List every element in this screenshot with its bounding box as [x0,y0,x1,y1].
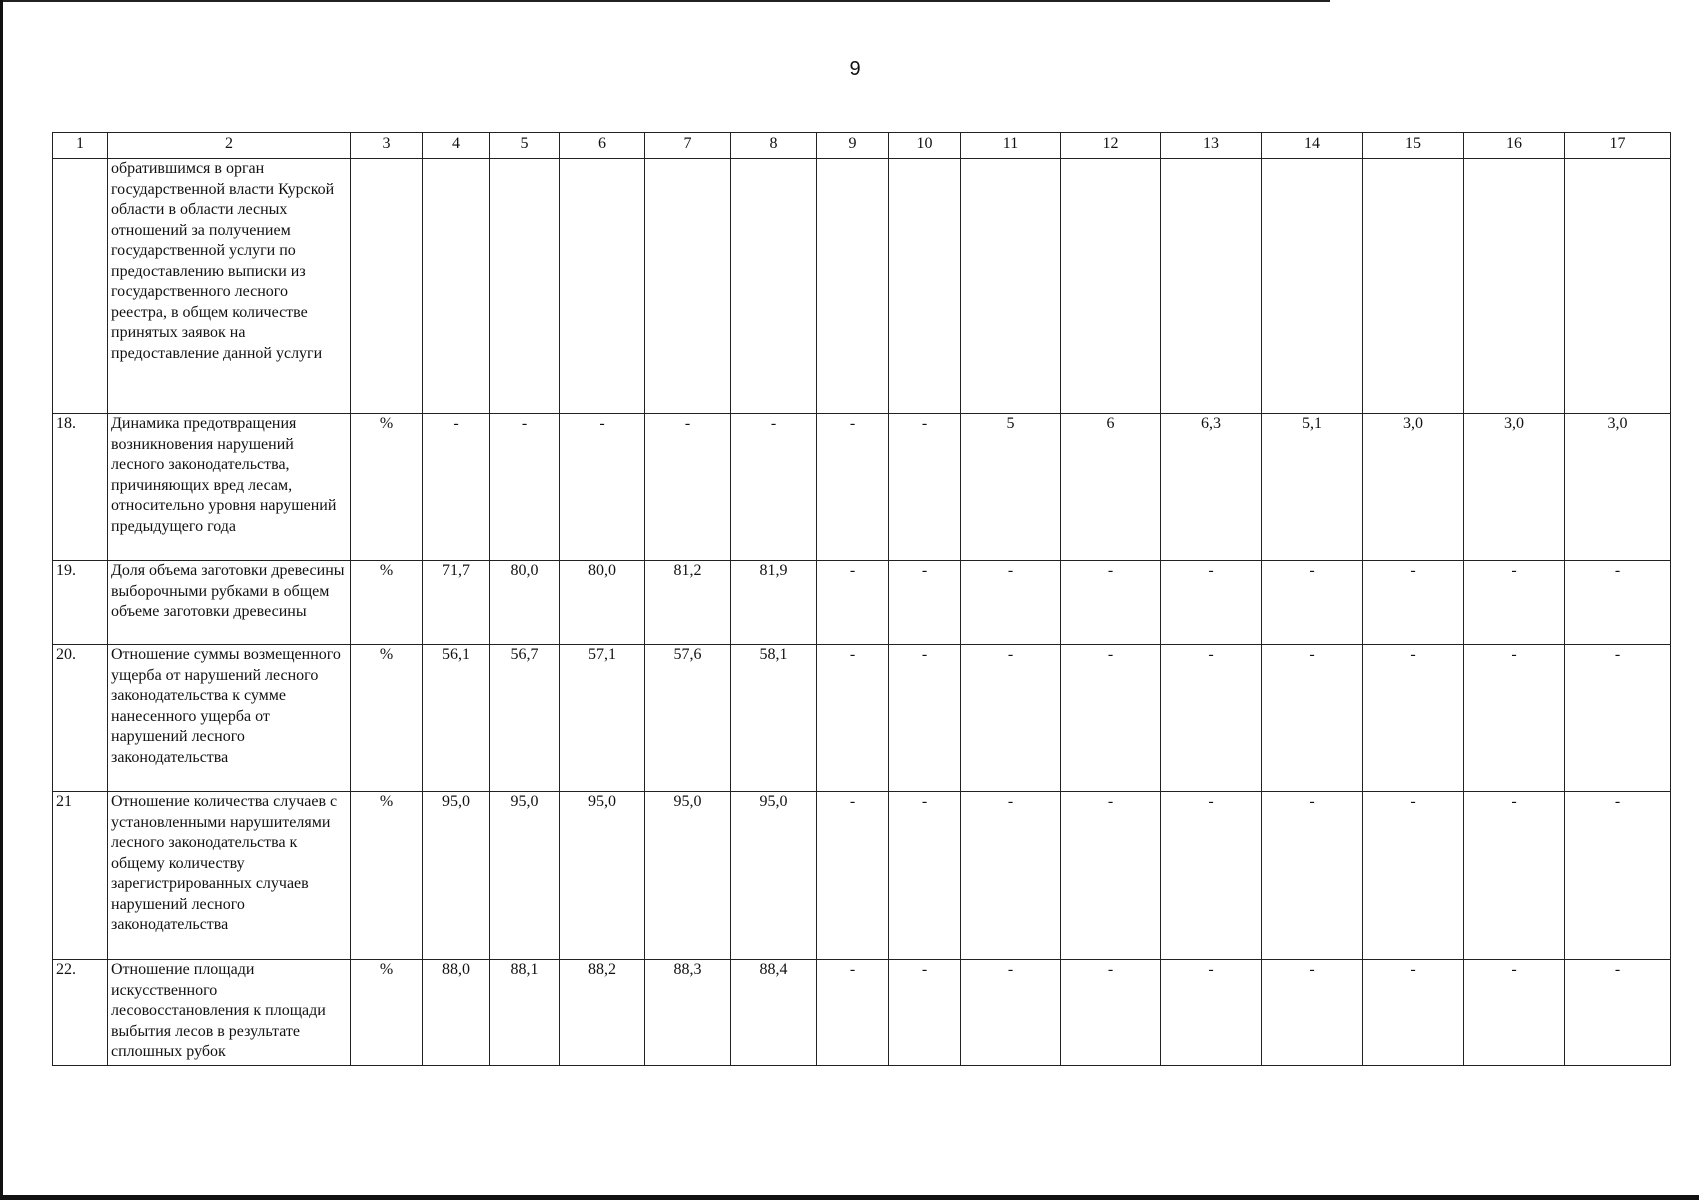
value-cell: - [889,414,961,561]
table-row [53,792,1671,960]
value-cell [560,159,645,414]
value-cell: 6 [1061,414,1161,561]
header-cell: 13 [1161,133,1262,159]
value-cell: 81,9 [731,561,817,645]
value-cell [889,159,961,414]
unit-cell: % [351,960,423,1066]
value-cell: - [1262,645,1363,792]
value-cell: - [817,645,889,792]
value-cell: - [889,792,961,960]
value-cell [1464,159,1565,414]
table-row [53,561,1671,645]
value-cell: - [889,561,961,645]
indicator-description: Отношение суммы возмещенного ущерба от нарушений лесного законодательства к сумме нанесенного ущерба от нарушений лесного законодательства [108,645,351,792]
value-cell: 80,0 [490,561,560,645]
value-cell: 57,1 [560,645,645,792]
value-cell [490,159,560,414]
value-cell: - [1565,792,1671,960]
value-cell: - [1061,792,1161,960]
unit-cell: % [351,792,423,960]
value-cell: - [961,561,1061,645]
value-cell: - [1161,645,1262,792]
value-cell: 56,1 [423,645,490,792]
value-cell: - [1565,561,1671,645]
unit-cell: % [351,414,423,561]
row-number: 19. [53,561,108,645]
value-cell: 5 [961,414,1061,561]
header-cell: 15 [1363,133,1464,159]
value-cell: 95,0 [560,792,645,960]
value-cell: - [1464,960,1565,1066]
header-cell: 1 [53,133,108,159]
indicator-description: Динамика предотвращения возникновения нарушений лесного законодательства, причиняющих вред лесам, относительно уровня нарушений предыдущего года [108,414,351,561]
unit-cell [351,159,423,414]
value-cell: 3,0 [1464,414,1565,561]
value-cell: - [1262,561,1363,645]
value-cell: - [1363,792,1464,960]
header-cell: 14 [1262,133,1363,159]
header-cell: 7 [645,133,731,159]
value-cell: - [423,414,490,561]
table-row [53,645,1671,792]
value-cell [1262,159,1363,414]
value-cell: 80,0 [560,561,645,645]
page-number: 9 [849,58,861,80]
value-cell: 5,1 [1262,414,1363,561]
indicator-description: Доля объема заготовки древесины выборочными рубками в общем объеме заготовки древесины [108,561,351,645]
header-cell: 16 [1464,133,1565,159]
value-cell: - [1262,960,1363,1066]
value-cell: - [560,414,645,561]
value-cell: - [1565,645,1671,792]
value-cell: - [1262,792,1363,960]
value-cell: 88,0 [423,960,490,1066]
header-cell: 12 [1061,133,1161,159]
value-cell: - [961,792,1061,960]
value-cell: 88,2 [560,960,645,1066]
value-cell: - [1464,561,1565,645]
indicator-description: Отношение площади искусственного лесовосстановления к площади выбытия лесов в результате сплошных рубок [108,960,351,1066]
header-cell: 10 [889,133,961,159]
table-row [53,414,1671,561]
row-number: 20. [53,645,108,792]
value-cell: 95,0 [490,792,560,960]
value-cell: 88,4 [731,960,817,1066]
value-cell: 88,3 [645,960,731,1066]
header-cell: 4 [423,133,490,159]
row-number: 22. [53,960,108,1066]
value-cell: - [1061,645,1161,792]
header-cell: 8 [731,133,817,159]
value-cell [1161,159,1262,414]
value-cell: 56,7 [490,645,560,792]
value-cell: - [1161,960,1262,1066]
value-cell: 88,1 [490,960,560,1066]
value-cell: - [961,960,1061,1066]
value-cell: 95,0 [731,792,817,960]
unit-cell: % [351,645,423,792]
value-cell: - [817,792,889,960]
value-cell: - [1061,960,1161,1066]
header-cell: 6 [560,133,645,159]
value-cell [1363,159,1464,414]
indicator-description: обратившимся в орган государственной власти Курской области в области лесных отношений за получением государственной услуги по предоставлению выписки из государственного лесного реестра, в общем количестве принятых заявок на предоставление данной услуги [108,159,351,414]
value-cell [731,159,817,414]
value-cell: 6,3 [1161,414,1262,561]
value-cell: 3,0 [1565,414,1671,561]
value-cell: - [1363,960,1464,1066]
value-cell [817,159,889,414]
value-cell: 95,0 [645,792,731,960]
table-row [53,159,1671,414]
value-cell: - [817,414,889,561]
value-cell: - [817,960,889,1066]
unit-cell: % [351,561,423,645]
value-cell: - [817,561,889,645]
value-cell: 3,0 [1363,414,1464,561]
header-cell: 17 [1565,133,1671,159]
value-cell: 57,6 [645,645,731,792]
table-header-row [53,133,1671,159]
value-cell: - [1363,561,1464,645]
value-cell: - [1161,792,1262,960]
value-cell: - [731,414,817,561]
value-cell [1061,159,1161,414]
value-cell [1565,159,1671,414]
value-cell: - [1061,561,1161,645]
scan-edge-left [0,0,3,1200]
header-cell: 11 [961,133,1061,159]
value-cell: 71,7 [423,561,490,645]
value-cell: - [1363,645,1464,792]
value-cell [645,159,731,414]
value-cell: - [1464,792,1565,960]
value-cell: - [1464,645,1565,792]
indicators-table [52,132,1671,1066]
value-cell: - [645,414,731,561]
value-cell: 81,2 [645,561,731,645]
indicator-description: Отношение количества случаев с установленными нарушителями лесного законодательства к общему количеству зарегистрированных случаев нарушений лесного законодательства [108,792,351,960]
value-cell: - [1161,561,1262,645]
header-cell: 9 [817,133,889,159]
header-cell: 2 [108,133,351,159]
scan-edge-top [0,0,1330,2]
row-number [53,159,108,414]
value-cell: 95,0 [423,792,490,960]
table-row [53,960,1671,1066]
scan-edge-bottom [0,1195,1699,1200]
value-cell: 58,1 [731,645,817,792]
value-cell: - [490,414,560,561]
value-cell: - [889,960,961,1066]
value-cell: - [1565,960,1671,1066]
value-cell [423,159,490,414]
header-cell: 3 [351,133,423,159]
header-cell: 5 [490,133,560,159]
value-cell: - [889,645,961,792]
row-number: 21 [53,792,108,960]
row-number: 18. [53,414,108,561]
value-cell [961,159,1061,414]
value-cell: - [961,645,1061,792]
